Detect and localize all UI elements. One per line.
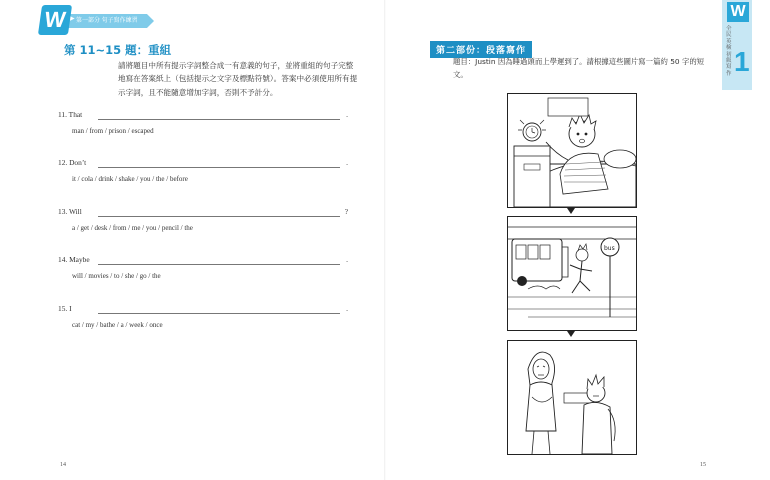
- answer-line: [98, 216, 340, 217]
- question-13-words: a / get / desk / from / me / you / pencil / the: [72, 224, 193, 232]
- question-12: [58, 158, 348, 172]
- side-tab-number: 1: [734, 46, 750, 77]
- comic-panel-2: [507, 216, 637, 331]
- question-stem: 11. That: [58, 110, 83, 119]
- question-stem: 15. I: [58, 304, 72, 313]
- answer-line: [98, 167, 340, 168]
- part-title: 第二部份：段落寫作: [430, 41, 532, 58]
- question-15-words: cat / my / bathe / a / week / once: [72, 321, 163, 329]
- down-arrow-icon: [567, 208, 575, 214]
- question-14-words: will / movies / to / she / go / the: [72, 272, 161, 280]
- answer-line: [98, 264, 340, 265]
- question-stem: 13. Will: [58, 207, 82, 216]
- w-logo-badge: W: [38, 5, 72, 35]
- question-13: [58, 207, 348, 221]
- question-11: [58, 110, 348, 124]
- play-icon: ▶: [70, 15, 75, 22]
- question-end-punct: .: [346, 158, 348, 167]
- question-15: [58, 304, 348, 318]
- boy-waking-illustration: [508, 94, 636, 207]
- question-12-words: it / cola / drink / shake / you / the / before: [72, 175, 188, 183]
- question-end-punct: ?: [344, 207, 348, 216]
- question-end-punct: .: [346, 110, 348, 119]
- bus-stop-sign-text: bus: [604, 245, 615, 252]
- teacher-scolding-illustration: [508, 341, 636, 454]
- answer-line: [98, 313, 340, 314]
- ribbon-text: 第一部分 句子寫作練習: [76, 18, 138, 24]
- question-14: [58, 255, 348, 269]
- question-11-words: man / from / prison / escaped: [72, 127, 154, 135]
- page-number-right: 15: [700, 462, 706, 468]
- question-end-punct: .: [346, 304, 348, 313]
- comic-panel-3: [507, 340, 637, 455]
- writing-prompt: 題目：Justin 因為睡過頭而上學遲到了。請根據這些圖片寫一篇約 50 字的短文。: [453, 57, 705, 79]
- answer-line: [98, 119, 340, 120]
- instructions: 請將題目中所有提示字詞整合成一有意義的句子，並將重組的句子完整地寫在答案紙上（包括提示之文字及標點符號）。答案中必須使用所有提示字詞，且不能隨意增加字詞，否則不予計分。: [118, 61, 358, 97]
- side-tab-label: 全民英檢初級寫作: [726, 26, 732, 77]
- bus-leaving-illustration: [508, 217, 636, 330]
- question-stem: 12. Don’t: [58, 158, 87, 167]
- comic-panel-1: [507, 93, 637, 208]
- down-arrow-icon: [567, 331, 575, 337]
- question-end-punct: .: [346, 255, 348, 264]
- section-title: 第 11~15 題：重組: [64, 43, 172, 57]
- page-fold: [384, 0, 386, 480]
- side-tab-badge: W: [727, 2, 749, 22]
- question-stem: 14. Maybe: [58, 255, 90, 264]
- page-number-left: 14: [60, 462, 66, 468]
